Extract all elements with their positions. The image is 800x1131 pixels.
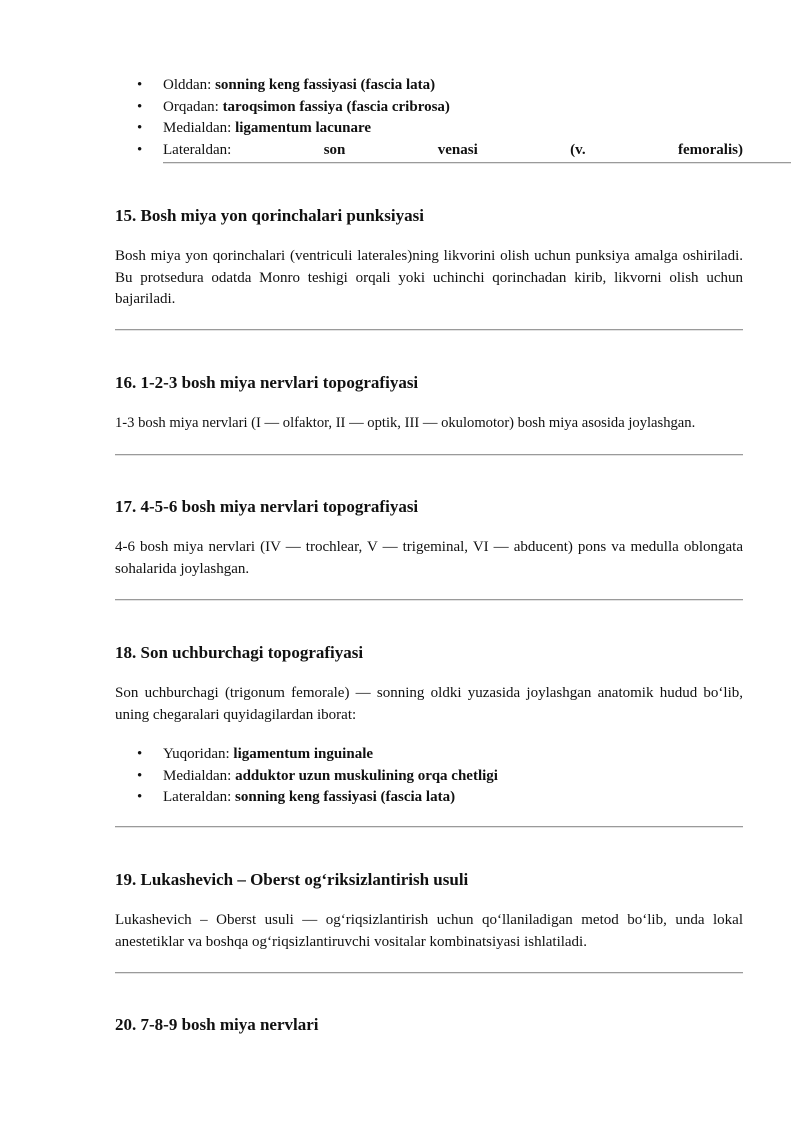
section-heading: 18. Son uchburchagi topografiyasi — [115, 643, 364, 662]
section-paragraph: Bosh miya yon qorinchalari (ventriculi laterales)ning likvorini olish uchun punksiya amalga oshiriladi. Bu protsedura odatda Monro teshigi orqali yoki uchinchi qorinchadan kirib, likvorni olish uchun bajariladi. — [115, 248, 743, 307]
justified-list-line — [163, 140, 743, 162]
section-heading: 19. Lukashevich – Oberst og‘riksizlantirish usuli — [115, 870, 469, 889]
list-item — [115, 766, 743, 788]
divider — [115, 826, 743, 828]
list-item-word: venasi — [437, 141, 478, 158]
section-heading: 20. 7-8-9 bosh miya nervlari — [115, 1015, 319, 1034]
section-heading: 15. Bosh miya yon qorinchalari punksiyasi — [115, 206, 424, 225]
section-heading: 16. 1-2-3 bosh miya nervlari topografiyasi — [115, 373, 419, 392]
list-item — [115, 97, 743, 119]
divider — [115, 972, 743, 974]
boundaries-list — [115, 744, 743, 809]
list-item-label: Orqadan: — [163, 98, 219, 115]
list-item-label: Medialdan: — [163, 120, 232, 136]
divider — [115, 329, 743, 331]
list-item — [115, 787, 743, 809]
list-item-word: (v. — [570, 141, 586, 158]
section-paragraph: 4-6 bosh miya nervlari (IV — trochlear, V — trigeminal, VI — abducent) pons va medulla oblongata sohalarida joylashgan. — [115, 539, 743, 577]
list-item-label: • Lateraldan: — [163, 141, 232, 158]
list-item-label: Olddan: — [163, 77, 212, 93]
section-paragraph: 1-3 bosh miya nervlari (I — olfaktor, II — optik, III — okulomotor) bosh miya asosida joylashgan. — [115, 415, 696, 431]
section-paragraph: Son uchburchagi (trigonum femorale) — sonning oldki yuzasida joylashgan anatomik hudud bo‘lib, uning chegaralari quyidagilardan iborat: — [115, 685, 743, 723]
divider — [115, 454, 743, 456]
list-item — [115, 118, 743, 140]
list-item-label: Medialdan: — [163, 767, 232, 784]
list-item — [115, 75, 743, 97]
list-item-value: sonning keng fassiyasi (fascia lata) — [235, 789, 456, 805]
list-item-label: Yuqoridan: — [163, 746, 230, 762]
list-item-word: son — [323, 141, 346, 158]
list-item-value: ligamentum lacunare — [235, 120, 372, 136]
list-item-label: Lateraldan: — [163, 789, 232, 805]
list-item-value: sonning keng fassiyasi (fascia lata) — [215, 77, 436, 93]
section-paragraph: Lukashevich – Oberst usuli — og‘riqsizlantirish uchun qo‘llaniladigan metod bo‘lib, unda lokal anestetiklar va boshqa og‘riqsizlantiruvchi vositalar kombinatsiyasi ishlatiladi. — [115, 912, 743, 950]
section-heading: 17. 4-5-6 bosh miya nervlari topografiyasi — [115, 497, 419, 516]
divider — [115, 599, 743, 601]
divider — [163, 162, 791, 164]
list-item — [115, 744, 743, 766]
list-item-value: ligamentum inguinale — [233, 746, 374, 762]
list-item-word: femoralis) — [677, 141, 743, 158]
list-item — [115, 140, 743, 162]
list-item-value: adduktor uzun muskulining orqa chetligi — [235, 767, 498, 784]
boundaries-list — [115, 75, 743, 161]
list-item-value: taroqsimon fassiya (fascia cribrosa) — [222, 98, 450, 115]
